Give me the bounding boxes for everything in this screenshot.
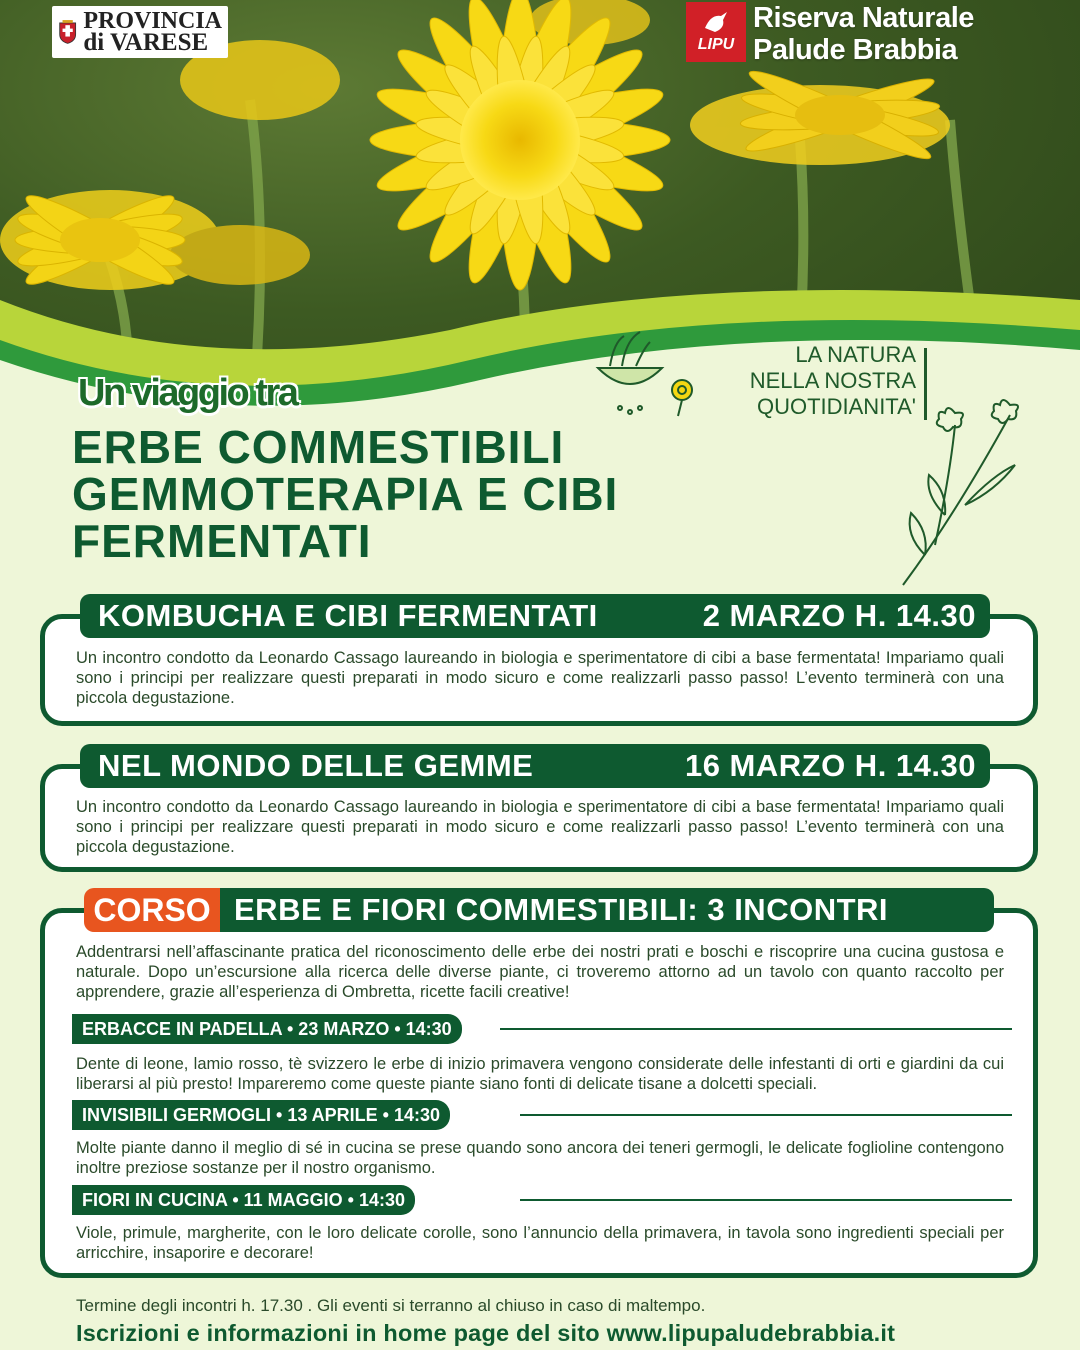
tagline [700,342,916,420]
main-title-line1: ERBE COMMESTIBILI [72,421,565,473]
reserve-title-line1: Riserva Naturale [753,2,974,34]
lipu-badge-text: LIPU [697,36,735,53]
tagline-line2: NELLA NOSTRA [749,368,916,393]
session-heading-erbacce: ERBACCE IN PADELLA • 23 MARZO • 14:30 [72,1014,462,1044]
province-name-line1: PROVINCIA [83,8,222,34]
session-text: Dente di leone, lamio rosso, tè svizzero le erbe di inizio primavera vengono considerate delle infestanti di orti e giardini da cui liberarsi al più presto! Impareremo come queste piante siano fonti di delicate tisane a dolcetti speciali. [76,1055,1004,1093]
main-title-line2: GEMMOTERAPIA E CIBI [72,468,619,520]
event-description: Un incontro condotto da Leonardo Cassago laureando in biologia e sperimentatore di cibi a base fermentata! Impariamo quali sono i principi per realizzare questi preparati in modo sicuro e come realizzarli passo passo! L’evento terminerà con una piccola degustazione. [76,649,1004,707]
subtitle: Un viaggio tra [78,372,297,414]
session-text: Molte piante danno il meglio di sé in cucina se prese quando sono ancora dei teneri germogli, le delicate foglioline contengono inoltre preziose sostanze per il nostro organismo. [76,1139,1004,1177]
event-header-gemme [80,744,990,788]
reserve-title-line2: Palude Brabbia [753,34,958,66]
event-title: KOMBUCHA E CIBI FERMENTATI [98,598,598,633]
course-intro: Addentrarsi nell’affascinante pratica del riconoscimento delle erbe dei nostri prati e boschi e riscoprire una cucina gustosa e naturale. Dopo un’escursione alla ricerca delle diverse piante, ci troveremo attorno ad un tavolo con quanto raccolto per apprendere, grazie all’esperienza di Ombretta, ricette facili creative! [76,943,1004,1001]
lipu-logo [686,2,746,62]
event-description: Un incontro condotto da Leonardo Cassago laureando in biologia e sperimentatore di cibi a base fermentata! Impariamo quali sono i principi per realizzare questi preparati in modo sicuro e come realizzarli passo passo! L’evento terminerà con una piccola degustazione. [76,798,1004,856]
herb-bowl-icon [590,328,710,418]
hoopoe-bird-icon [701,8,731,38]
session-divider [520,1114,1012,1116]
flower-sketch-icon [895,395,1035,590]
event-title: NEL MONDO DELLE GEMME [98,748,534,783]
tagline-line3: QUOTIDIANITA' [756,394,916,419]
province-name-line2: di VARESE [83,29,209,56]
session-text: Viole, primule, margherite, con le loro delicate corolle, sono l’annuncio della primavera, in tavola sono ingredienti speciali per arricchire, insaporire e decorare! [76,1224,1004,1262]
footer-info-link[interactable]: Iscrizioni e informazioni in home page del sito www.lipupaludebrabbia.it [76,1320,896,1346]
footer-note: Termine degli incontri h. 17.30 . Gli eventi si terranno al chiuso in caso di maltempo. [76,1296,706,1315]
coat-of-arms-icon [58,10,77,54]
event-header-kombucha [80,594,990,638]
main-title [72,421,619,567]
course-title: ERBE E FIORI COMMESTIBILI: 3 INCONTRI [234,892,889,927]
session-heading-germogli: INVISIBILI GERMOGLI • 13 APRILE • 14:30 [72,1100,450,1130]
main-title-line3: FERMENTATI [72,515,372,567]
reserve-title [753,2,974,66]
session-divider [500,1028,1012,1030]
session-divider [520,1199,1012,1201]
tagline-line1: LA NATURA [795,342,916,367]
provincia-varese-logo [52,6,228,58]
event-date: 16 MARZO H. 14.30 [684,748,976,783]
event-date: 2 MARZO H. 14.30 [702,598,976,633]
course-header [218,888,994,932]
course-badge: CORSO [84,888,220,932]
session-heading-fiori: FIORI IN CUCINA • 11 MAGGIO • 14:30 [72,1185,415,1215]
